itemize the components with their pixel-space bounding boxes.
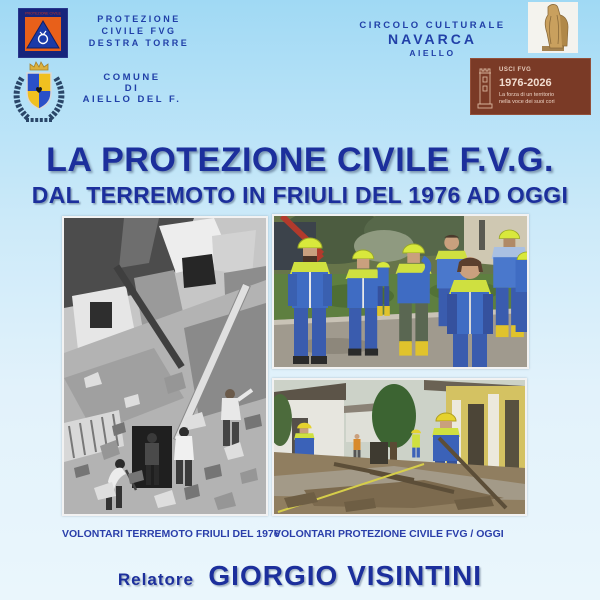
usci-tagline: La forza di un territorio nella voce dei suoi cori bbox=[499, 92, 555, 105]
title-line1: LA PROTEZIONE CIVILE F.V.G. bbox=[46, 141, 554, 179]
comune-line2: DI bbox=[124, 83, 140, 94]
pc-group-line1: PROTEZIONE bbox=[97, 14, 181, 24]
circolo-line1: CIRCOLO CULTURALE bbox=[359, 20, 506, 31]
earthquake-rubble-scene bbox=[64, 218, 266, 514]
usci-tower-icon bbox=[475, 63, 495, 111]
volunteers-today-photo bbox=[272, 214, 529, 369]
comune-line1: COMUNE bbox=[103, 72, 161, 83]
earthquake-1976-photo bbox=[62, 216, 268, 516]
speaker-line bbox=[0, 560, 600, 592]
pc-group-line2: CIVILE FVG bbox=[101, 26, 177, 36]
svg-text:PROTEZIONE CIVILE: PROTEZIONE CIVILE bbox=[25, 11, 61, 16]
usci-years: 1976-2026 bbox=[499, 77, 552, 89]
flood-cleanup-photo bbox=[272, 378, 527, 516]
navarca-statue-icon bbox=[528, 2, 578, 53]
usci-anniversary-badge bbox=[470, 58, 591, 115]
usci-org-name: USCI FVG bbox=[499, 67, 532, 73]
circolo-line2: NAVARCA bbox=[388, 31, 477, 47]
circolo-line3: AIELLO bbox=[409, 48, 456, 58]
comune-name bbox=[82, 72, 182, 105]
title-line2: DAL TERREMOTO IN FRIULI DEL 1976 AD OGGI bbox=[31, 182, 569, 208]
protezione-civile-logo-icon bbox=[18, 8, 68, 58]
usci-badge-text bbox=[499, 67, 555, 106]
caption-today: VOLONTARI PROTEZIONE CIVILE FVG / OGGI bbox=[274, 528, 504, 540]
relatore-label: Relatore bbox=[117, 570, 194, 589]
circolo-culturale-name bbox=[325, 20, 540, 59]
caption-1976: VOLONTARI TERREMOTO FRIULI DEL 1976 bbox=[62, 528, 280, 540]
pc-group-line3: DESTRA TORRE bbox=[88, 38, 190, 48]
comune-line3: AIELLO DEL F. bbox=[82, 94, 182, 105]
volunteer-figure bbox=[516, 252, 527, 332]
aiello-coat-of-arms-icon bbox=[10, 60, 68, 126]
pc-group-name bbox=[78, 13, 200, 49]
poster-title bbox=[0, 141, 600, 209]
flood-street-scene bbox=[274, 380, 525, 514]
volunteers-group-scene bbox=[274, 216, 527, 367]
speaker-name: GIORGIO VISINTINI bbox=[208, 560, 483, 591]
